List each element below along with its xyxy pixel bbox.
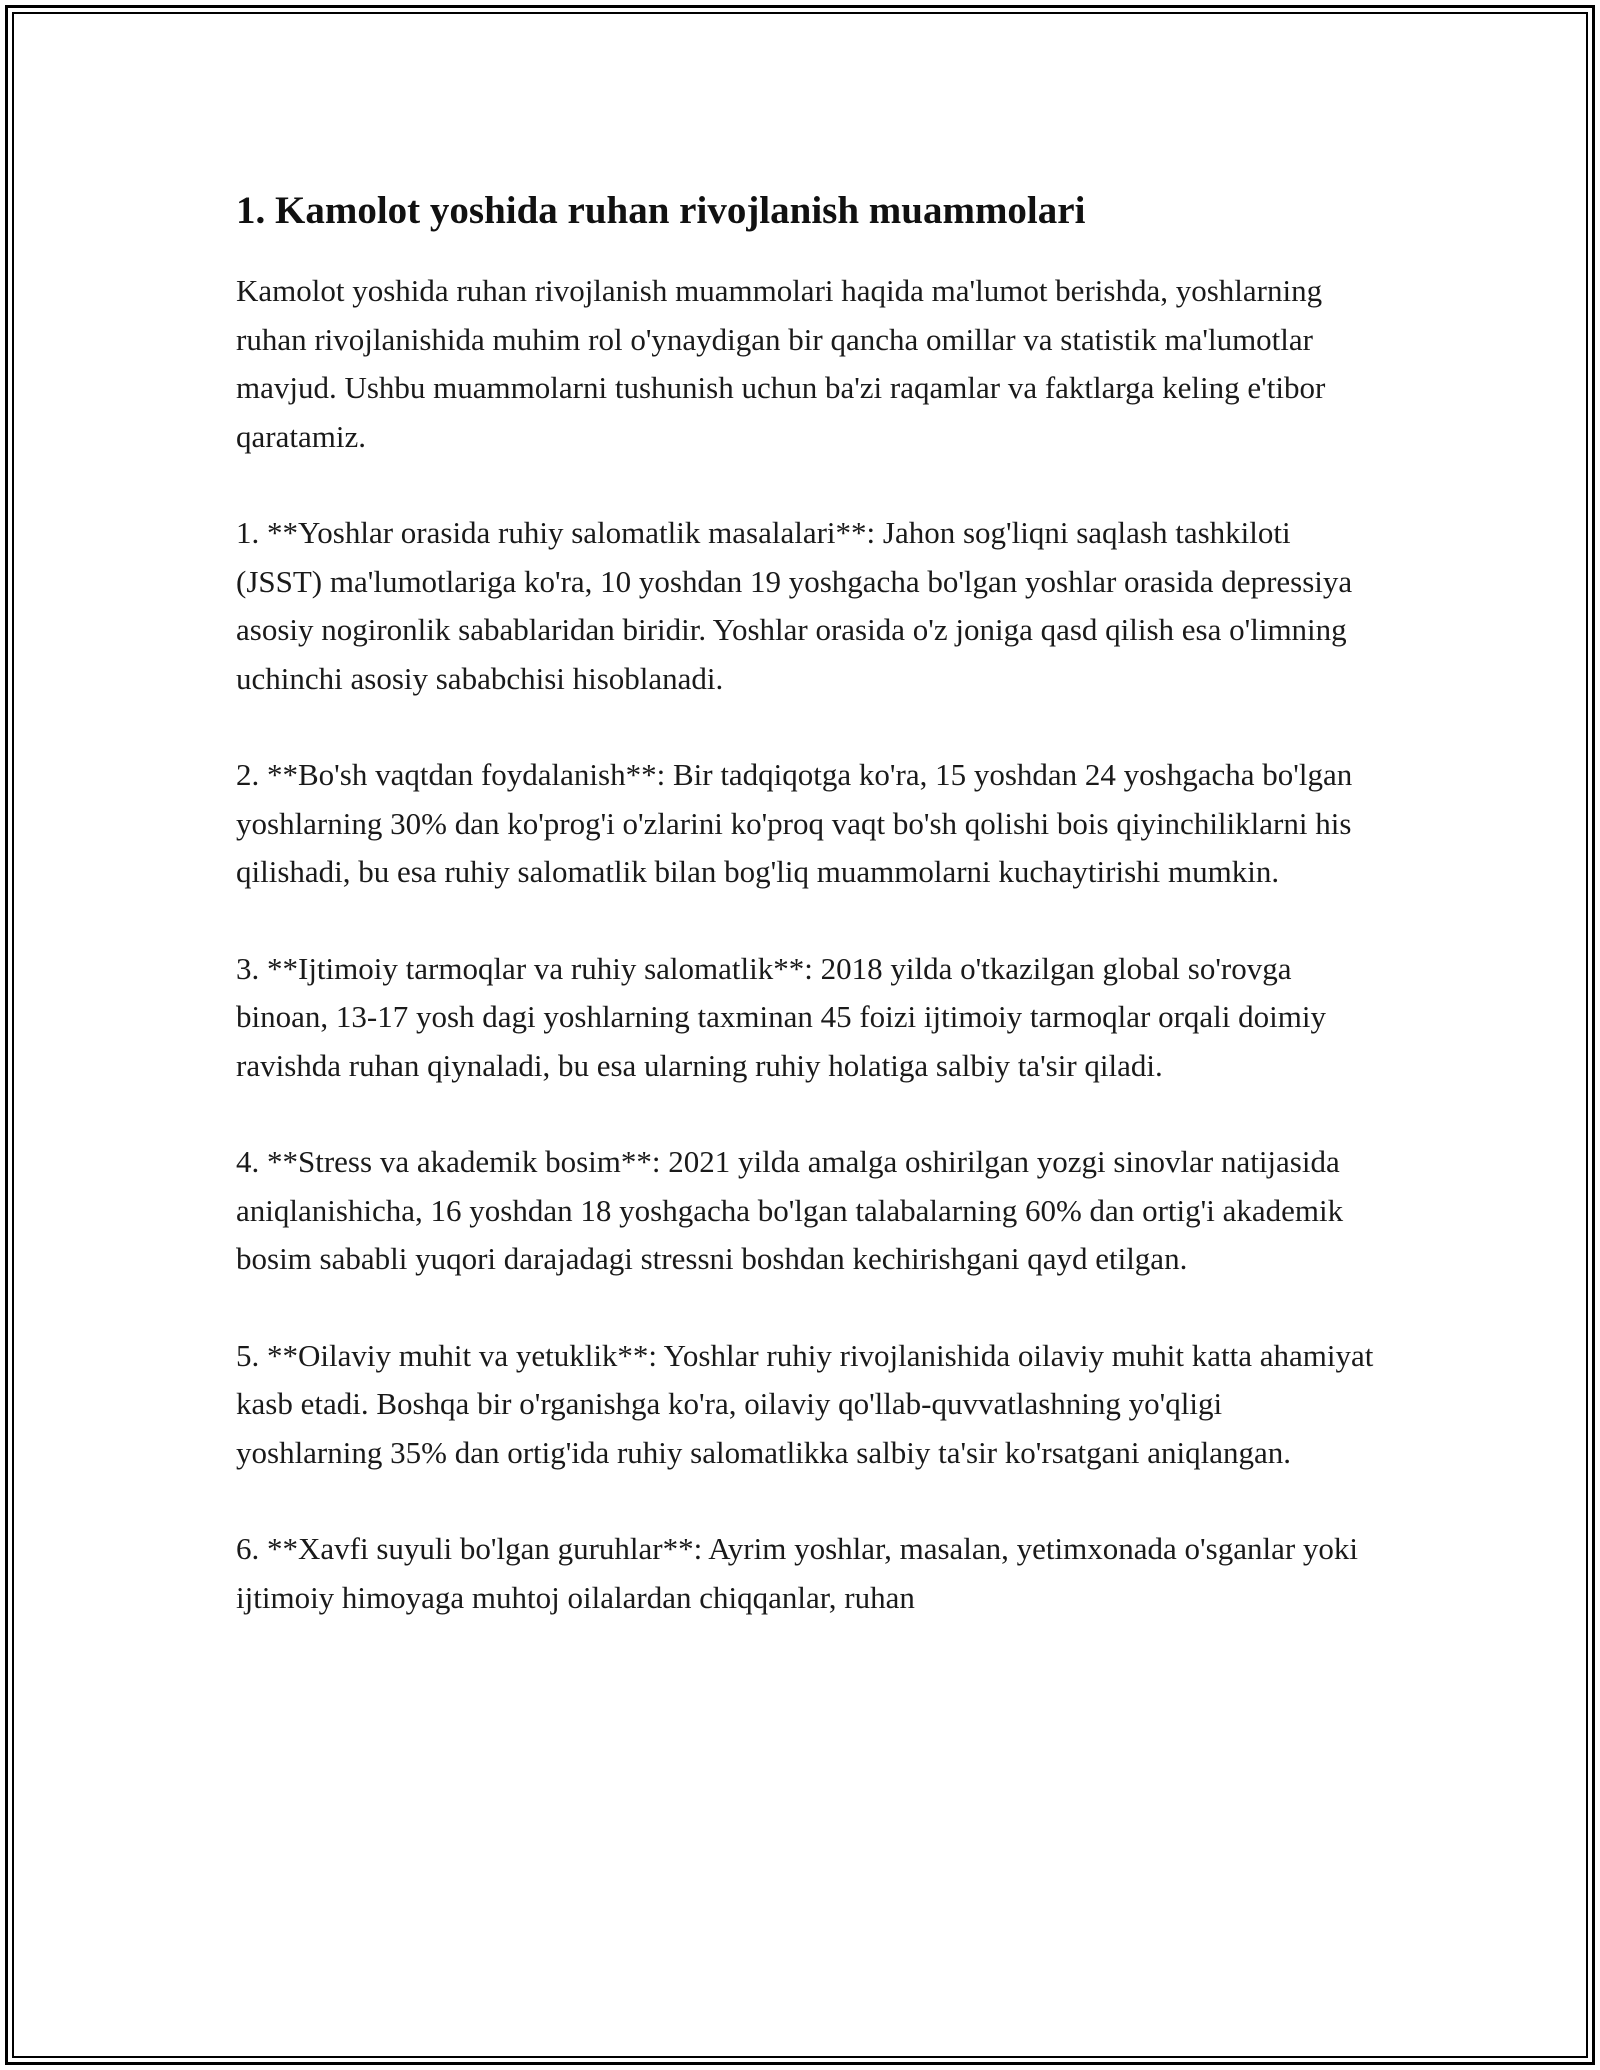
list-item-6: 6. **Xavfi suyuli bo'lgan guruhlar**: Ayrim yoshlar, masalan, yetimxonada o'sganlar yoki ijtimoiy himoyaga muhtoj oilalardan chiqqanlar, ruhan — [236, 1531, 1359, 1615]
list-item-2: 2. **Bo'sh vaqtdan foydalanish**: Bir tadqiqotga ko'ra, 15 yoshdan 24 yoshgacha bo'lgan yoshlarning 30% dan ko'prog'i o'zlarini ko'proq vaqt bo'sh qolishi bois qiyinchiliklarni his qilishadi, bu esa ruhiy salomatlik bilan bog'liq muammolarni kuchaytirishi mumkin. — [236, 757, 1353, 889]
document-body — [236, 185, 1376, 1670]
document-title: 1. Kamolot yoshida ruhan rivojlanish muammolari — [236, 189, 1086, 232]
intro-paragraph: Kamolot yoshida ruhan rivojlanish muammolari haqida ma'lumot berishda, yoshlarning ruhan rivojlanishida muhim rol o'ynaydigan bir qancha omillar va statistik ma'lumotlar mavjud. Ushbu muammolarni tushunish uchun ba'zi raqamlar va faktlarga keling e'tibor qaratamiz. — [236, 273, 1326, 454]
list-item-1: 1. **Yoshlar orasida ruhiy salomatlik masalalari**: Jahon sog'liqni saqlash tashkiloti (JSST) ma'lumotlariga ko'ra, 10 yoshdan 19 yoshgacha bo'lgan yoshlar orasida depressiya asosiy nogironlik sabablaridan biridir. Yoshlar orasida o'z joniga qasd qilish esa o'limning uchinchi asosiy sababchisi hisoblanadi. — [236, 515, 1353, 696]
list-item-4: 4. **Stress va akademik bosim**: 2021 yilda amalga oshirilgan yozgi sinovlar natijasida aniqlanishicha, 16 yoshdan 18 yoshgacha bo'lgan talabalarning 60% dan ortig'i akademik bosim sababli yuqori darajadagi stressni boshdan kechirishgani qayd etilgan. — [236, 1144, 1344, 1276]
list-item-5: 5. **Oilaviy muhit va yetuklik**: Yoshlar ruhiy rivojlanishida oilaviy muhit katta ahamiyat kasb etadi. Boshqa bir o'rganishga ko'ra, oilaviy qo'llab-quvvatlashning yo'qligi yoshlarning 35% dan ortig'ida ruhiy salomatlikka salbiy ta'sir ko'rsatgani aniqlangan. — [236, 1337, 1374, 1470]
list-item-3: 3. **Ijtimoiy tarmoqlar va ruhiy salomatlik**: 2018 yilda o'tkazilgan global so'rovga binoan, 13-17 yosh dagi yoshlarning taxminan 45 foizi ijtimoiy tarmoqlar orqali doimiy ravishda ruhan qiynaladi, bu esa ularning ruhiy holatiga salbiy ta'sir qiladi. — [236, 950, 1326, 1083]
